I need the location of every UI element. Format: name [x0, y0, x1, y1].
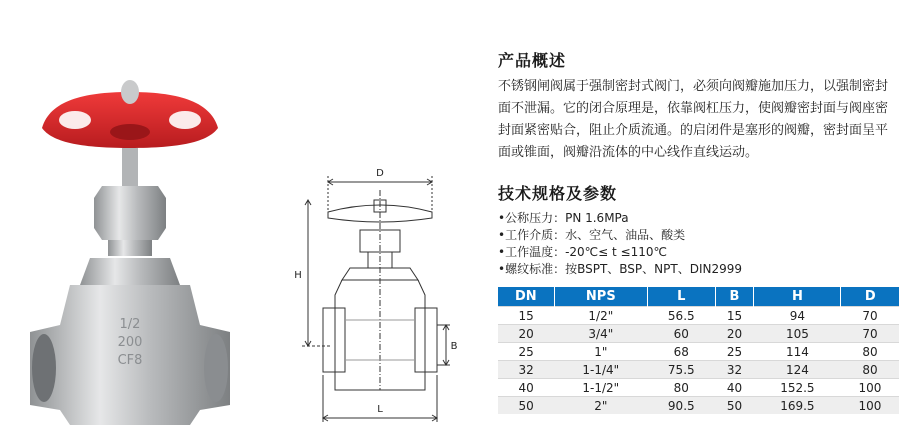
table-cell: 100: [841, 397, 899, 415]
table-cell: 1-1/2": [554, 379, 647, 397]
table-row: [498, 307, 899, 325]
col-header-l: L: [647, 287, 715, 307]
table-cell: 2": [554, 397, 647, 415]
dim-label-d: D: [376, 168, 384, 179]
table-cell: 1/2": [554, 307, 647, 325]
spec-item: •公称压力：PN 1.6MPa: [498, 211, 629, 225]
specs-title: 技术规格及参数: [498, 184, 618, 203]
table-row: [498, 325, 899, 343]
table-cell: 105: [754, 325, 841, 343]
table-cell: 80: [841, 361, 899, 379]
specs-list: [498, 210, 742, 278]
valve-product-photo: [30, 70, 230, 430]
table-cell: 15: [715, 307, 754, 325]
table-cell: 80: [841, 343, 899, 361]
table-row: [498, 379, 899, 397]
table-cell: 80: [647, 379, 715, 397]
col-header-nps: NPS: [554, 287, 647, 307]
table-cell: 90.5: [647, 397, 715, 415]
dim-label-l: L: [377, 404, 383, 415]
overview-description: 不锈钢闸阀属于强制密封式阀门，必须向阀瓣施加压力，以强制密封面不泄漏。它的闭合原理是，依靠阀杠压力，使阀瓣密封面与阀座密封面紧密贴合，阻止介质流通。的启闭件是塞形的阀瓣，密封面呈平面或锥面，阀瓣沿流体的中心线作直线运动。: [498, 79, 889, 160]
table-cell: 40: [498, 379, 554, 397]
table-cell: 70: [841, 325, 899, 343]
table-cell: 50: [498, 397, 554, 415]
table-cell: 60: [647, 325, 715, 343]
table-cell: 32: [498, 361, 554, 379]
body-marking-1: 1/2: [119, 317, 141, 332]
dimension-table: [498, 287, 899, 414]
bonnet: [80, 258, 180, 285]
table-row: [498, 397, 899, 415]
table-cell: 124: [754, 361, 841, 379]
dim-label-b: B: [450, 341, 458, 352]
table-cell: 20: [715, 325, 754, 343]
table-row: [498, 343, 899, 361]
table-cell: 56.5: [647, 307, 715, 325]
table-row: [498, 361, 899, 379]
spec-item: •工作温度：-20℃≤ t ≤110℃: [498, 245, 667, 259]
col-header-d: D: [841, 287, 899, 307]
spec-item: •螺纹标准：按BSPT、BSP、NPT、DIN2999: [498, 262, 742, 276]
table-cell: 20: [498, 325, 554, 343]
table-cell: 68: [647, 343, 715, 361]
dim-label-h: H: [294, 270, 302, 281]
col-header-h: H: [754, 287, 841, 307]
table-cell: 169.5: [754, 397, 841, 415]
body-marking-3: CF8: [117, 353, 143, 368]
hex-nut: [94, 186, 166, 240]
table-cell: 75.5: [647, 361, 715, 379]
col-header-dn: DN: [498, 287, 554, 307]
table-cell: 50: [715, 397, 754, 415]
table-cell: 15: [498, 307, 554, 325]
table-cell: 94: [754, 307, 841, 325]
spec-item: •工作介质：水、空气、油品、酸类: [498, 228, 686, 242]
table-cell: 1-1/4": [554, 361, 647, 379]
handwheel: [42, 80, 218, 148]
table-cell: 25: [715, 343, 754, 361]
table-cell: 32: [715, 361, 754, 379]
table-cell: 100: [841, 379, 899, 397]
table-cell: 70: [841, 307, 899, 325]
col-header-b: B: [715, 287, 754, 307]
body-marking-2: 200: [117, 335, 143, 350]
stem: [122, 148, 138, 186]
table-cell: 25: [498, 343, 554, 361]
dimension-drawing: [290, 160, 460, 430]
overview-title: 产品概述: [498, 51, 567, 70]
table-cell: 114: [754, 343, 841, 361]
table-cell: 152.5: [754, 379, 841, 397]
table-cell: 1": [554, 343, 647, 361]
table-cell: 3/4": [554, 325, 647, 343]
table-header-row: [498, 287, 899, 307]
table-cell: 40: [715, 379, 754, 397]
